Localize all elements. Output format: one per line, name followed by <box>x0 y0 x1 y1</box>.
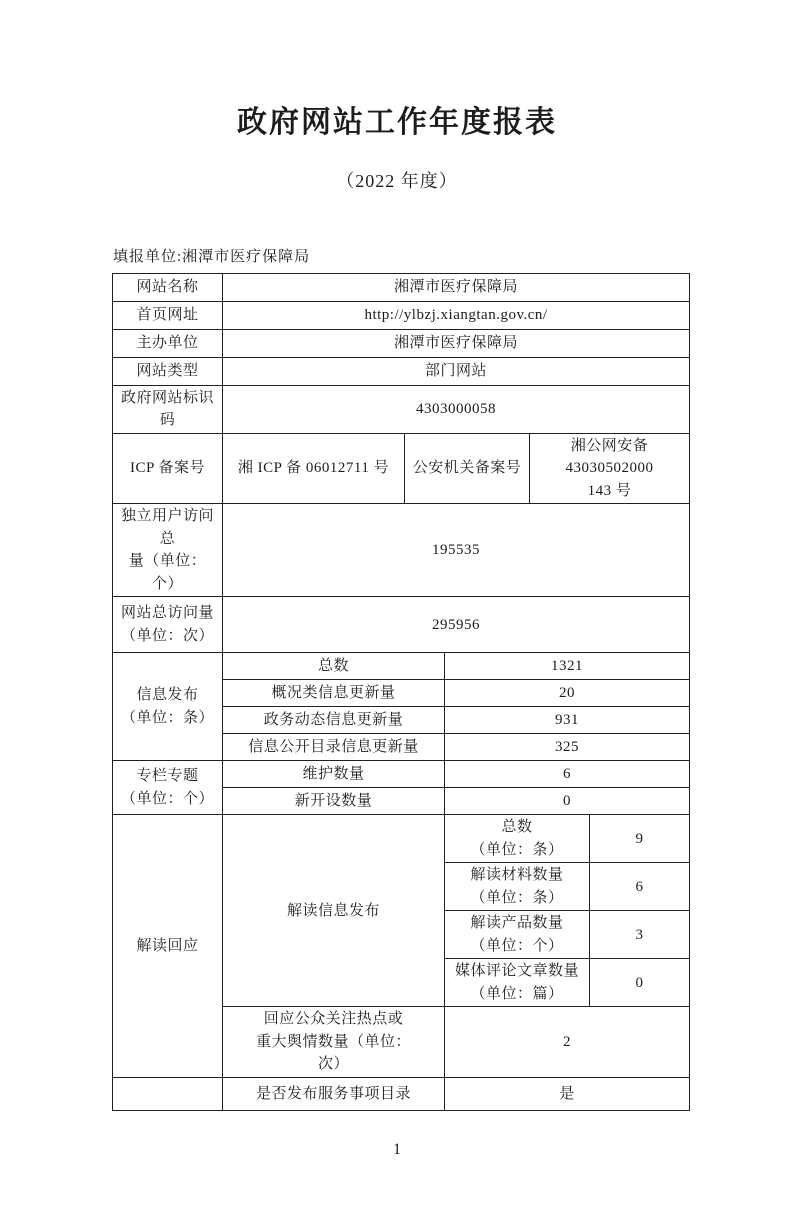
info-publish-overview-label-cell: 概况类信息更新量 <box>223 680 445 707</box>
columns-new-value-cell: 0 <box>445 788 690 815</box>
annual-report-table <box>112 273 690 1111</box>
unique-visitors-label-cell: 独立用户访问总 量（单位：个） <box>113 504 223 597</box>
service-catalog-value-cell: 是 <box>445 1077 690 1110</box>
total-visits-value-cell: 295956 <box>223 597 690 653</box>
reporting-unit-line: 填报单位:湘潭市医疗保障局 <box>113 248 311 265</box>
table-row <box>113 504 690 597</box>
total-visits-label-cell: 网站总访问量 （单位：次） <box>113 597 223 653</box>
table-row <box>113 815 690 863</box>
columns-maintained-label-cell: 维护数量 <box>223 761 445 788</box>
columns-topics-section-label-cell: 专栏专题 （单位：个） <box>113 761 223 815</box>
home-url-value-cell: http://ylbzj.xiangtan.gov.cn/ <box>223 301 690 329</box>
table-row <box>113 273 690 301</box>
page-number: 1 <box>393 1140 401 1158</box>
page-title: 政府网站工作年度报表 <box>237 106 557 139</box>
interpret-publish-label-cell: 解读信息发布 <box>223 815 445 1007</box>
site-name-label-cell: 网站名称 <box>113 273 223 301</box>
table-row <box>113 301 690 329</box>
sponsor-value-cell: 湘潭市医疗保障局 <box>223 329 690 357</box>
hotspot-response-value-cell: 2 <box>445 1007 690 1078</box>
icp-value-cell: 湘 ICP 备 06012711 号 <box>223 433 405 504</box>
interpret-media-label-cell: 媒体评论文章数量 （单位：篇） <box>445 959 590 1007</box>
info-publish-dynamics-label-cell: 政务动态信息更新量 <box>223 707 445 734</box>
sponsor-label-cell: 主办单位 <box>113 329 223 357</box>
table-row <box>113 329 690 357</box>
police-record-value-cell: 湘公网安备 43030502000 143 号 <box>530 433 690 504</box>
columns-new-label-cell: 新开设数量 <box>223 788 445 815</box>
interpret-total-value-cell: 9 <box>590 815 690 863</box>
table-row <box>113 761 690 788</box>
document-page <box>0 106 794 1229</box>
interpret-total-label-cell: 总数 （单位：条） <box>445 815 590 863</box>
interpret-materials-label-cell: 解读材料数量 （单位：条） <box>445 863 590 911</box>
columns-maintained-value-cell: 6 <box>445 761 690 788</box>
empty-section-cell <box>113 1077 223 1110</box>
interpret-products-value-cell: 3 <box>590 911 690 959</box>
police-record-label-cell: 公安机关备案号 <box>405 433 530 504</box>
service-catalog-label-cell: 是否发布服务事项目录 <box>223 1077 445 1110</box>
site-code-value-cell: 4303000058 <box>223 385 690 433</box>
table-row <box>113 597 690 653</box>
unique-visitors-value-cell: 195535 <box>223 504 690 597</box>
info-publish-catalog-value-cell: 325 <box>445 734 690 761</box>
home-url-label-cell: 首页网址 <box>113 301 223 329</box>
site-code-label-cell: 政府网站标识码 <box>113 385 223 433</box>
table-row <box>113 385 690 433</box>
interpret-media-value-cell: 0 <box>590 959 690 1007</box>
info-publish-overview-value-cell: 20 <box>445 680 690 707</box>
site-name-value-cell: 湘潭市医疗保障局 <box>223 273 690 301</box>
table-row <box>113 357 690 385</box>
page-subtitle: （2022 年度） <box>336 171 458 191</box>
table-row <box>113 433 690 504</box>
icp-label-cell: ICP 备案号 <box>113 433 223 504</box>
site-type-label-cell: 网站类型 <box>113 357 223 385</box>
info-publish-section-label-cell: 信息发布 （单位：条） <box>113 653 223 761</box>
interpret-materials-value-cell: 6 <box>590 863 690 911</box>
info-publish-catalog-label-cell: 信息公开目录信息更新量 <box>223 734 445 761</box>
info-publish-total-value-cell: 1321 <box>445 653 690 680</box>
interpret-response-section-label-cell: 解读回应 <box>113 815 223 1078</box>
interpret-products-label-cell: 解读产品数量 （单位：个） <box>445 911 590 959</box>
info-publish-total-label-cell: 总数 <box>223 653 445 680</box>
info-publish-dynamics-value-cell: 931 <box>445 707 690 734</box>
table-row <box>113 1077 690 1110</box>
hotspot-response-label-cell: 回应公众关注热点或 重大舆情数量（单位： 次） <box>223 1007 445 1078</box>
site-type-value-cell: 部门网站 <box>223 357 690 385</box>
table-row <box>113 653 690 680</box>
